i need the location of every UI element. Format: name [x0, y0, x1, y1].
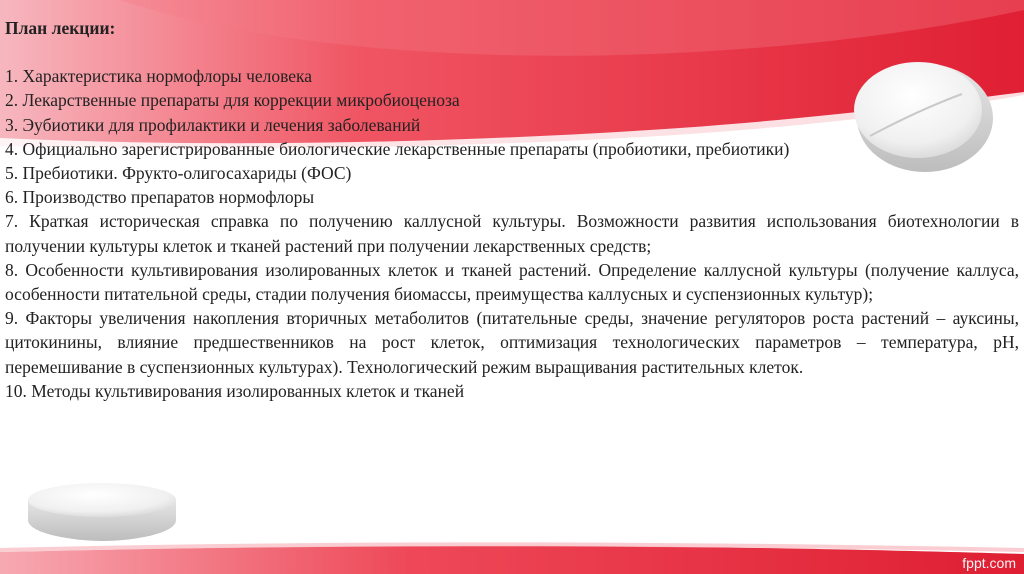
lecture-plan — [5, 16, 1019, 403]
plan-item-9: 9. Факторы увеличения накопления вторичных метаболитов (питательные среды, значение регуляторов роста растений – ауксины, цитокинины, влияние предшественников на рост клеток, оптимизация технологических параметров – температура, рН, перемешивание в суспензионных культурах). Технологический режим выращивания растительных клеток. — [5, 308, 1019, 377]
plan-item-7: 7. Краткая историческая справка по получению каллусной культуры. Возможности развития использования биотехнологии в получении культуры клеток и тканей растений при получении лекарственных средств; — [5, 211, 1019, 256]
footer-band — [0, 546, 1024, 574]
plan-item-10: 10. Методы культивирования изолированных клеток и тканей — [5, 380, 465, 401]
plan-item-2: 2. Лекарственные препараты для коррекции микробиоценоза — [5, 90, 460, 111]
plan-item-6: 6. Производство препаратов нормофлоры — [5, 187, 315, 208]
pill-bottom-left — [28, 483, 176, 541]
brand-watermark: fppt.com — [962, 555, 1016, 571]
plan-item-3: 3. Эубиотики для профилактики и лечения заболеваний — [5, 114, 421, 135]
plan-item-1: 1. Характеристика нормофлоры человека — [5, 66, 313, 87]
plan-item-8: 8. Особенности культивирования изолированных клеток и тканей растений. Определение каллусной культуры (получение каллуса, особенности питательной среды, стадии получения биомассы, преимущества каллусных и суспензионных культур); — [5, 259, 1019, 305]
plan-item-5: 5. Пребиотики. Фрукто-олигосахариды (ФОС) — [5, 163, 352, 184]
plan-item-4: 4. Официально зарегистрированные биологические лекарственные препараты (пробиотики, пребиотики) — [5, 138, 790, 159]
slide-title: План лекции: — [5, 18, 116, 38]
